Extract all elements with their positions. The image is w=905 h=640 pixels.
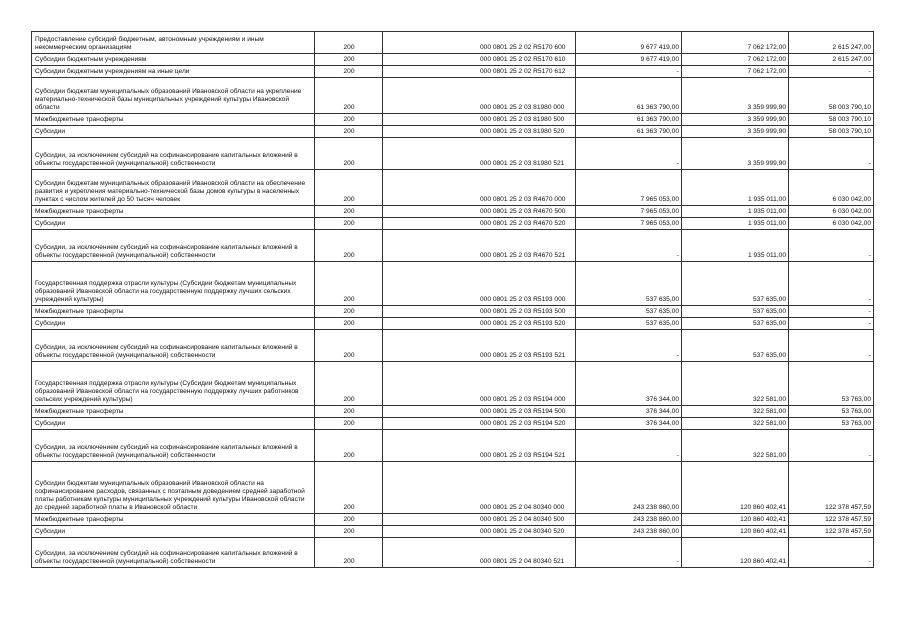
row-value-1: 243 238 860,00 (576, 514, 682, 526)
row-code: 200 (315, 318, 383, 330)
row-value-3: 58 003 790,10 (789, 126, 874, 138)
row-value-2: 3 359 999,90 (682, 138, 789, 170)
row-value-3: 122 378 457,59 (789, 462, 874, 514)
row-value-3: - (789, 138, 874, 170)
row-name: Субсидии (32, 526, 315, 538)
row-name: Субсидии бюджетным учреждениям (32, 54, 315, 66)
row-name: Субсидии, за исключением субсидий на софинансирование капитальных вложений в объекты государственной (муниципальной) собственности (32, 430, 315, 462)
row-name: Межбюджетные трансферты (32, 206, 315, 218)
table-row (32, 230, 874, 262)
table-row (32, 538, 874, 568)
row-value-1: 243 238 860,00 (576, 462, 682, 514)
row-value-1: 9 677 419,00 (576, 32, 682, 54)
row-classifier: 000 0801 25 2 03 R5194 000 (383, 362, 576, 406)
table-row (32, 362, 874, 406)
row-code: 200 (315, 362, 383, 406)
row-value-3: 53 763,00 (789, 418, 874, 430)
budget-table (31, 31, 874, 568)
row-name: Субсидии, за исключением субсидий на софинансирование капитальных вложений в объекты государственной (муниципальной) собственности (32, 138, 315, 170)
row-value-2: 7 062 172,00 (682, 66, 789, 78)
row-value-3: 53 763,00 (789, 406, 874, 418)
row-classifier: 000 0801 25 2 03 R5194 520 (383, 418, 576, 430)
row-classifier: 000 0801 25 2 03 81980 500 (383, 114, 576, 126)
row-classifier: 000 0801 25 2 03 81980 521 (383, 138, 576, 170)
row-code: 200 (315, 430, 383, 462)
row-value-2: 1 935 011,00 (682, 230, 789, 262)
row-value-3: 53 763,00 (789, 362, 874, 406)
row-value-1: 61 363 790,00 (576, 114, 682, 126)
row-code: 200 (315, 262, 383, 306)
row-code: 200 (315, 54, 383, 66)
row-value-2: 120 860 402,41 (682, 526, 789, 538)
row-value-1: 7 965 053,00 (576, 218, 682, 230)
row-value-1: - (576, 66, 682, 78)
row-value-3: - (789, 66, 874, 78)
row-name: Субсидии бюджетам муниципальных образований Ивановской области на укрепление материально-технической базы муниципальных учреждений культуры Ивановской области (32, 78, 315, 114)
row-name: Межбюджетные трансферты (32, 514, 315, 526)
row-name: Межбюджетные трансферты (32, 306, 315, 318)
row-classifier: 000 0801 25 2 02 R5170 612 (383, 66, 576, 78)
row-value-3: - (789, 318, 874, 330)
row-value-3: - (789, 538, 874, 568)
row-code: 200 (315, 514, 383, 526)
row-code: 200 (315, 66, 383, 78)
row-name: Предоставление субсидий бюджетным, автономным учреждениям и иным некоммерческим организациям (32, 32, 315, 54)
table-row (32, 330, 874, 362)
table-row (32, 462, 874, 514)
row-code: 200 (315, 306, 383, 318)
row-classifier: 000 0801 25 2 03 R4670 500 (383, 206, 576, 218)
row-code: 200 (315, 206, 383, 218)
table-row (32, 526, 874, 538)
row-classifier: 000 0801 25 2 03 R5193 521 (383, 330, 576, 362)
row-value-1: - (576, 230, 682, 262)
row-classifier: 000 0801 25 2 03 R5193 000 (383, 262, 576, 306)
table-row (32, 126, 874, 138)
row-value-1: 537 635,00 (576, 262, 682, 306)
table-row (32, 66, 874, 78)
row-value-2: 7 062 172,00 (682, 54, 789, 66)
row-value-3: 2 615 247,00 (789, 54, 874, 66)
row-value-3: 2 615 247,00 (789, 32, 874, 54)
row-value-2: 1 935 011,00 (682, 218, 789, 230)
row-classifier: 000 0801 25 2 03 81980 520 (383, 126, 576, 138)
row-code: 200 (315, 32, 383, 54)
row-value-1: 61 363 790,00 (576, 78, 682, 114)
row-code: 200 (315, 170, 383, 206)
row-classifier: 000 0801 25 2 03 81980 000 (383, 78, 576, 114)
row-value-1: 376 344,00 (576, 418, 682, 430)
row-value-3: 58 003 790,10 (789, 78, 874, 114)
table-row (32, 418, 874, 430)
row-value-3: 6 030 042,00 (789, 218, 874, 230)
table-row (32, 32, 874, 54)
row-classifier: 000 0801 25 2 03 R4670 000 (383, 170, 576, 206)
table-row (32, 206, 874, 218)
row-value-3: - (789, 306, 874, 318)
table-row (32, 78, 874, 114)
row-value-2: 120 860 402,41 (682, 462, 789, 514)
row-value-2: 537 635,00 (682, 262, 789, 306)
row-value-3: - (789, 330, 874, 362)
row-value-1: - (576, 538, 682, 568)
row-value-2: 322 581,00 (682, 362, 789, 406)
row-name: Субсидии бюджетным учреждениям на иные цели (32, 66, 315, 78)
table-row (32, 406, 874, 418)
row-value-3: 6 030 042,00 (789, 206, 874, 218)
row-code: 200 (315, 330, 383, 362)
row-value-2: 120 860 402,41 (682, 514, 789, 526)
row-classifier: 000 0801 25 2 03 R4670 520 (383, 218, 576, 230)
table-row (32, 218, 874, 230)
row-name: Субсидии бюджетам муниципальных образований Ивановской области на обеспечение развития и укрепления материально-технической базы домов культуры в населенных пунктах с числом жителей до 50 тысяч человек (32, 170, 315, 206)
row-classifier: 000 0801 25 2 04 80340 500 (383, 514, 576, 526)
table-row (32, 514, 874, 526)
row-classifier: 000 0801 25 2 03 R5194 521 (383, 430, 576, 462)
row-value-3: 6 030 042,00 (789, 170, 874, 206)
row-value-2: 3 359 999,90 (682, 114, 789, 126)
row-name: Субсидии (32, 418, 315, 430)
row-name: Субсидии, за исключением субсидий на софинансирование капитальных вложений в объекты государственной (муниципальной) собственности (32, 230, 315, 262)
row-code: 200 (315, 538, 383, 568)
row-value-1: - (576, 138, 682, 170)
row-classifier: 000 0801 25 2 04 80340 000 (383, 462, 576, 514)
row-code: 200 (315, 230, 383, 262)
row-value-1: 61 363 790,00 (576, 126, 682, 138)
row-classifier: 000 0801 25 2 03 R4670 521 (383, 230, 576, 262)
table-row (32, 306, 874, 318)
row-value-1: 243 238 860,00 (576, 526, 682, 538)
row-code: 200 (315, 406, 383, 418)
row-value-3: - (789, 430, 874, 462)
row-value-2: 120 860 402,41 (682, 538, 789, 568)
row-value-2: 1 935 011,00 (682, 206, 789, 218)
row-value-2: 3 359 999,90 (682, 78, 789, 114)
row-name: Государственная поддержка отрасли культуры (Субсидии бюджетам муниципальных образований Ивановской области на государственную поддержку лучших работников сельских учреждений культуры) (32, 362, 315, 406)
table-row (32, 262, 874, 306)
row-name: Субсидии (32, 126, 315, 138)
table-row (32, 114, 874, 126)
row-name: Субсидии (32, 318, 315, 330)
row-code: 200 (315, 526, 383, 538)
row-code: 200 (315, 114, 383, 126)
row-value-1: 9 677 419,00 (576, 54, 682, 66)
row-name: Межбюджетные трансферты (32, 114, 315, 126)
row-code: 200 (315, 418, 383, 430)
row-value-3: - (789, 230, 874, 262)
row-value-2: 537 635,00 (682, 318, 789, 330)
table-row (32, 170, 874, 206)
row-value-2: 322 581,00 (682, 430, 789, 462)
row-code: 200 (315, 126, 383, 138)
row-classifier: 000 0801 25 2 02 R5170 610 (383, 54, 576, 66)
row-value-3: 122 378 457,59 (789, 526, 874, 538)
row-value-1: 537 635,00 (576, 306, 682, 318)
table-row (32, 430, 874, 462)
table-row (32, 54, 874, 66)
row-classifier: 000 0801 25 2 04 80340 520 (383, 526, 576, 538)
row-classifier: 000 0801 25 2 02 R5170 600 (383, 32, 576, 54)
row-classifier: 000 0801 25 2 03 R5193 500 (383, 306, 576, 318)
row-value-2: 3 359 999,90 (682, 126, 789, 138)
row-name: Субсидии бюджетам муниципальных образований Ивановской области на софинансирование расходов, связанных с поэтапным доведением средней заработной платы работникам культуры муниципальных учреждений культуры Ивановской области до средней заработной платы в Ивановской области (32, 462, 315, 514)
row-value-2: 537 635,00 (682, 306, 789, 318)
table-row (32, 138, 874, 170)
row-name: Субсидии (32, 218, 315, 230)
row-name: Государственная поддержка отрасли культуры (Субсидии бюджетам муниципальных образований Ивановской области на государственную поддержку лучших сельских учреждений культуры) (32, 262, 315, 306)
row-value-2: 1 935 011,00 (682, 170, 789, 206)
row-value-1: 537 635,00 (576, 318, 682, 330)
row-name: Субсидии, за исключением субсидий на софинансирование капитальных вложений в объекты государственной (муниципальной) собственности (32, 330, 315, 362)
row-value-1: - (576, 430, 682, 462)
row-value-2: 7 062 172,00 (682, 32, 789, 54)
table-row (32, 318, 874, 330)
row-value-1: 7 965 053,00 (576, 170, 682, 206)
row-value-2: 537 635,00 (682, 330, 789, 362)
row-value-1: - (576, 330, 682, 362)
row-classifier: 000 0801 25 2 03 R5194 500 (383, 406, 576, 418)
row-value-3: 58 003 790,10 (789, 114, 874, 126)
row-code: 200 (315, 218, 383, 230)
row-value-2: 322 581,00 (682, 406, 789, 418)
row-value-1: 376 344,00 (576, 362, 682, 406)
row-name: Субсидии, за исключением субсидий на софинансирование капитальных вложений в объекты государственной (муниципальной) собственности (32, 538, 315, 568)
row-code: 200 (315, 462, 383, 514)
row-value-1: 7 965 053,00 (576, 206, 682, 218)
row-name: Межбюджетные трансферты (32, 406, 315, 418)
row-value-3: 122 378 457,59 (789, 514, 874, 526)
row-classifier: 000 0801 25 2 04 80340 521 (383, 538, 576, 568)
row-value-3: - (789, 262, 874, 306)
row-value-2: 322 581,00 (682, 418, 789, 430)
row-value-1: 376 344,00 (576, 406, 682, 418)
row-classifier: 000 0801 25 2 03 R5193 520 (383, 318, 576, 330)
row-code: 200 (315, 78, 383, 114)
row-code: 200 (315, 138, 383, 170)
